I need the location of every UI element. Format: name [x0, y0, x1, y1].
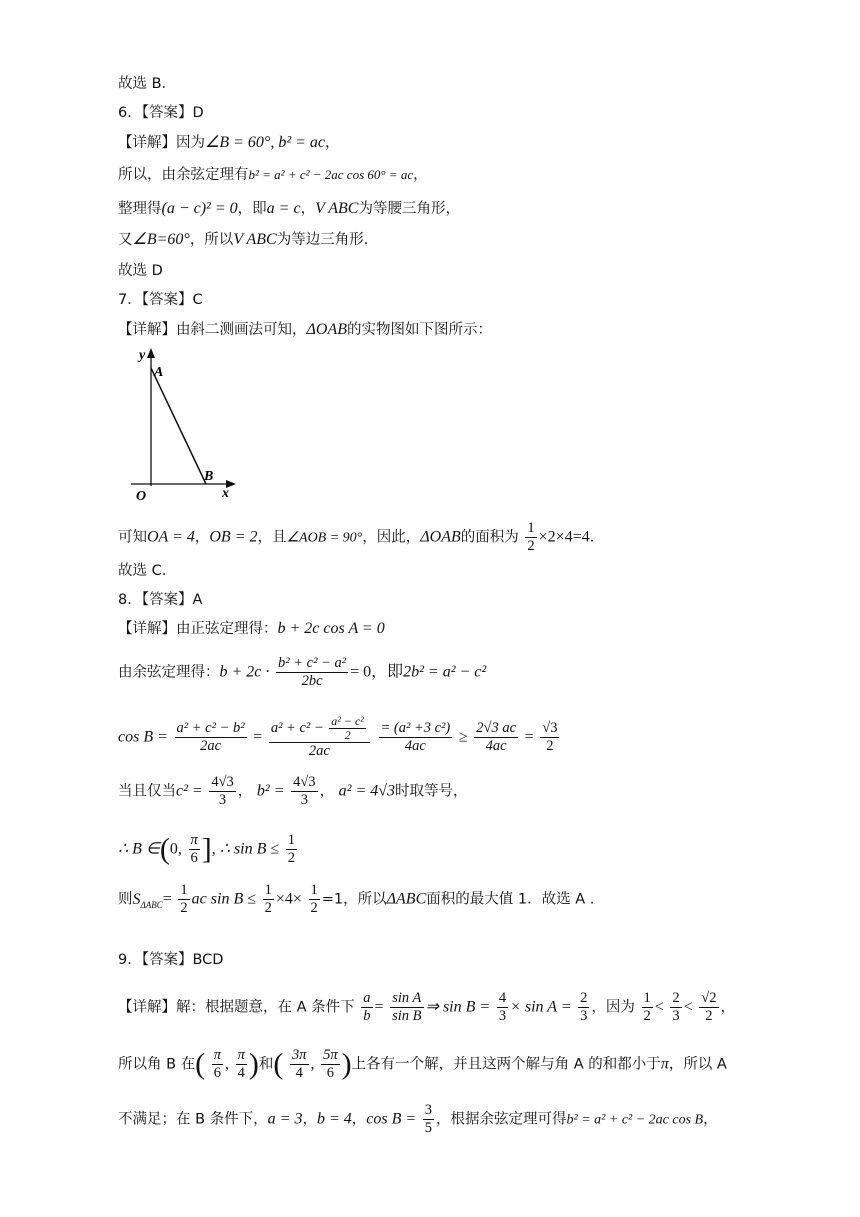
answer-8-line-4: 当且仅当c² = $\frac{4√3}{3}$ ， b² = $\frac{4√3}{3}$ ， a² = 4√3时取等号，	[118, 774, 468, 808]
fraction: $\frac{3}{5}$	[424, 1102, 433, 1136]
fraction: $\frac{1}{2}$	[287, 832, 296, 866]
fraction: $\frac{\pi}{6}$	[213, 1047, 222, 1081]
fraction: $\frac{\text{a² + c² − b²}}{2ac}$	[176, 720, 245, 754]
answer-8-line-6: 则$S_{\Delta ABC}=$ $\frac{1}{2}$ ac sin B ≤ $\frac{1}{2}$ ×4× $\frac{1}{2}$ =1，所以ΔABC面积的最大值 1．故选 A .	[118, 882, 595, 916]
segment-ab	[151, 368, 206, 484]
point-b-label: B	[204, 469, 214, 484]
fraction: $\frac{4√3}{3}$	[293, 774, 316, 808]
fraction: $\frac{2}{3}$	[580, 990, 588, 1024]
answer-6-line-3: 整理得(a − c)² = 0，即a = c，V ABC为等腰三角形，	[118, 200, 460, 217]
fraction: $\frac{1}{2}$	[180, 882, 188, 916]
answer-6-line-4: 又∠B=60°，所以V ABC为等边三角形.	[118, 231, 369, 248]
answer-8-line-3: cos B = $\frac{\text{a² + c² − b²}}{2ac}$ = a² + c² − $\frac{\text{a² − c²}}{2}$ 2ac $\frac{\text{= (a² +3 c²)}}{4ac}$ ≥ $\frac{2√3 ac}{4ac}$ = $\frac{√3}{2}$	[118, 714, 558, 759]
fraction: $\frac{5\pi}{6}$	[323, 1047, 338, 1081]
fraction: $\frac{1}{2}$	[527, 520, 535, 554]
point-a-label: A	[154, 365, 164, 380]
fraction: $\frac{2}{3}$	[672, 990, 680, 1024]
answer-9-line-2: 所以角 B 在( $\frac{\pi}{6}$ , $\frac{\pi}{4}$ )和( $\frac{3\pi}{4}$ , $\frac{5\pi}{6}$ )上各有一个解，并且这两个解与角 A 的和都小于π，所以 A	[118, 1047, 727, 1081]
answer-7-line-1: 【详解】由斜二测画法可知，ΔOAB的实物图如下图所示：	[118, 321, 492, 338]
fraction: $\frac{1}{2}$	[264, 882, 272, 916]
answer-6-title: 6．【答案】D	[118, 105, 204, 121]
answer-6-line-2: 所以，由余弦定理有b² = a² + c² − 2ac cos 60° = ac，	[118, 167, 428, 183]
fraction: a² + c² − $\frac{\text{a² − c²}}{2}$ 2ac	[269, 715, 370, 760]
answer-8-title: 8．【答案】A	[118, 592, 203, 608]
answer-8-line-1: 【详解】由正弦定理得：b + 2c cos A = 0	[118, 620, 385, 637]
fraction: $\frac{1}{2}$	[643, 990, 651, 1024]
fraction: $\frac{√3}{2}$	[542, 720, 558, 754]
fraction: $\frac{a}{b}$	[363, 990, 371, 1024]
fraction: $\frac{3\pi}{4}$	[292, 1047, 307, 1081]
answer-9-line-1: 【详解】解：根据题意，在 A 条件下 $\frac{a}{b}$ = $\frac{\text{sin A}}{\text{sin B}}$ ⇒ sin B = $\frac{4}{3}$ × sin A = $\frac{2}{3}$ ，因为 $\frac{1}{2}$ < $\frac{2}{3}$ < $\frac{√2}{2}$ ，	[118, 990, 735, 1024]
fraction: $\frac{\text{sin A}}{\text{sin B}}$	[392, 990, 422, 1024]
fraction: $\frac{\pi}{6}$	[190, 832, 198, 866]
y-axis-label: y	[139, 348, 146, 363]
x-axis-label: x	[222, 486, 229, 501]
fraction: $\frac{1}{2}$	[310, 882, 318, 916]
answer-6-line-1: 【详解】因为∠B = 60°, b² = ac，	[118, 134, 340, 151]
answer-8-line-5: ∴ B ∈(0, $\frac{\pi}{6}$ ], ∴ sin B ≤ $\frac{1}{2}$	[118, 832, 296, 866]
fraction: $\frac{4}{3}$	[498, 990, 507, 1024]
answer-9-title: 9．【答案】BCD	[118, 952, 224, 968]
answer-7-title: 7．【答案】C	[118, 292, 203, 308]
answer-8-line-2: 由余弦定理得：b + 2c · $\frac{\text{b² + c² − a²}}{2bc}$ = 0，即2b² = a² − c²	[118, 655, 487, 689]
origin-label: O	[136, 489, 147, 504]
answer-7-line-2: 可知OA = 4，OB = 2，且∠AOB = 90°，因此，ΔOAB的面积为 $\frac{1}{2}$ ×2×4=4．	[118, 520, 605, 554]
fraction: $\frac{√2}{2}$	[701, 990, 717, 1024]
answer-9-line-3: 不满足；在 B 条件下，a = 3，b = 4，cos B = $\frac{3}{5}$ ，根据余弦定理可得b² = a² + c² − 2ac cos B，	[118, 1102, 718, 1136]
fraction: $\frac{\text{= (a² +3 c²)}}{4ac}$	[380, 720, 451, 754]
y-axis-arrow	[147, 348, 155, 358]
triangle-figure	[128, 346, 248, 504]
answer-6-end: 故选 D	[118, 263, 163, 279]
text-line: 故选 B．	[118, 76, 177, 92]
answer-7-end: 故选 C.	[118, 563, 167, 579]
fraction: $\frac{\text{b² + c² − a²}}{2bc}$	[278, 655, 347, 689]
fraction: $\frac{4√3}{3}$	[211, 774, 234, 808]
fraction: $\frac{\pi}{4}$	[237, 1047, 245, 1081]
fraction: $\frac{2√3 ac}{4ac}$	[476, 720, 517, 754]
